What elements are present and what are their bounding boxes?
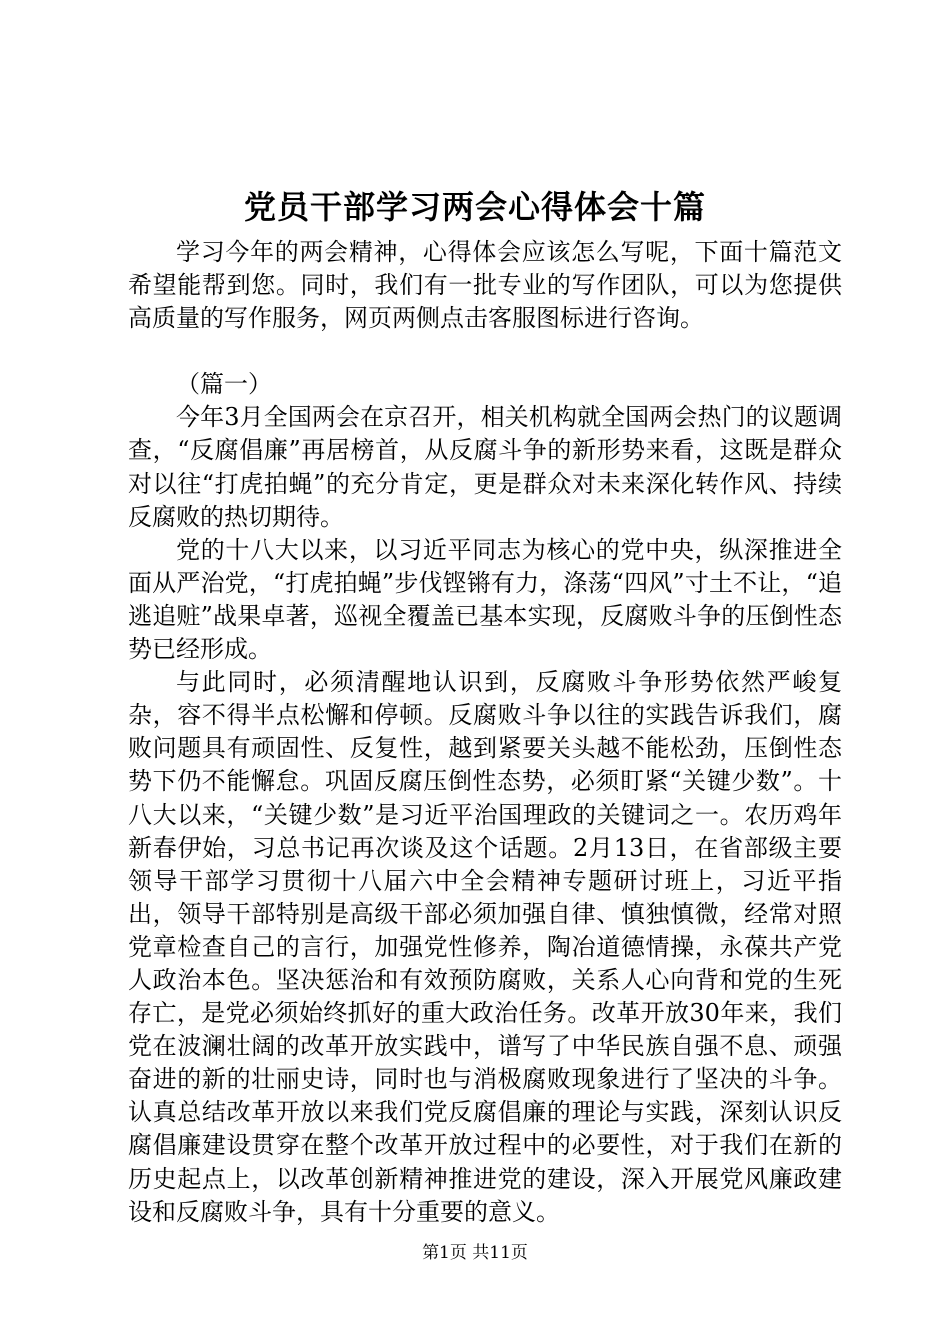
intro-paragraph: 学习今年的两会精神，心得体会应该怎么写呢，下面十篇范文希望能帮到您。同时，我们有一批专业的写作团队，可以为您提供高质量的写作服务，网页两侧点击客服图标进行咨询。 xyxy=(128,238,842,333)
document-title: 党员干部学习两会心得体会十篇 xyxy=(243,188,706,226)
body-paragraph: 今年3月全国两会在京召开，相关机构就全国两会热门的议题调查，“反腐倡廉”再居榜首，从反腐斗争的新形势来看，这既是群众对以往“打虎拍蝇”的充分肯定，更是群众对未来深化转作风、持续反腐败的热切期待。 xyxy=(128,403,842,531)
section-heading: （篇一） xyxy=(176,370,272,399)
body-paragraph: 与此同时，必须清醒地认识到，反腐败斗争形势依然严峻复杂，容不得半点松懈和停顿。反腐败斗争以往的实践告诉我们，腐败问题具有顽固性、反复性，越到紧要关头越不能松劲，压倒性态势下仍不能懈怠。巩固反腐压倒性态势，必须盯紧“关键少数”。十八大以来，“关键少数”是习近平治国理政的关键词之一。农历鸡年新春伊始，习总书记再次谈及这个话题。2月13日，在省部级主要领导干部学习贯彻十八届六中全会精神专题研讨班上，习近平指出，领导干部特别是高级干部必须加强自律、慎独慎微，经常对照党章检查自己的言行，加强党性修养，陶冶道德情操，永葆共产党人政治本色。坚决惩治和有效预防腐败，关系人心向背和党的生死存亡，是党必须始终抓好的重大政治任务。改革开放30年来，我们党在波澜壮阔的改革开放实践中，谱写了中华民族自强不息、顽强奋进的新的壮丽史诗，同时也与消极腐败现象进行了坚决的斗争。认真总结改革开放以来我们党反腐倡廉的理论与实践，深刻认识反腐倡廉建设贯穿在整个改革开放过程中的必要性，对于我们在新的历史起点上，以改革创新精神推进党的建设，深入开展党风廉政建设和反腐败斗争，具有十分重要的意义。 xyxy=(128,668,842,1226)
body-paragraph: 党的十八大以来，以习近平同志为核心的党中央，纵深推进全面从严治党，“打虎拍蝇”步伐铿锵有力，涤荡“四风”寸土不让，“追逃追赃”战果卓著，巡视全覆盖已基本实现，反腐败斗争的压倒性态势已经形成。 xyxy=(128,535,842,664)
document-body xyxy=(128,236,842,1229)
page-number-footer: 第1页 共11页 xyxy=(422,1243,528,1263)
